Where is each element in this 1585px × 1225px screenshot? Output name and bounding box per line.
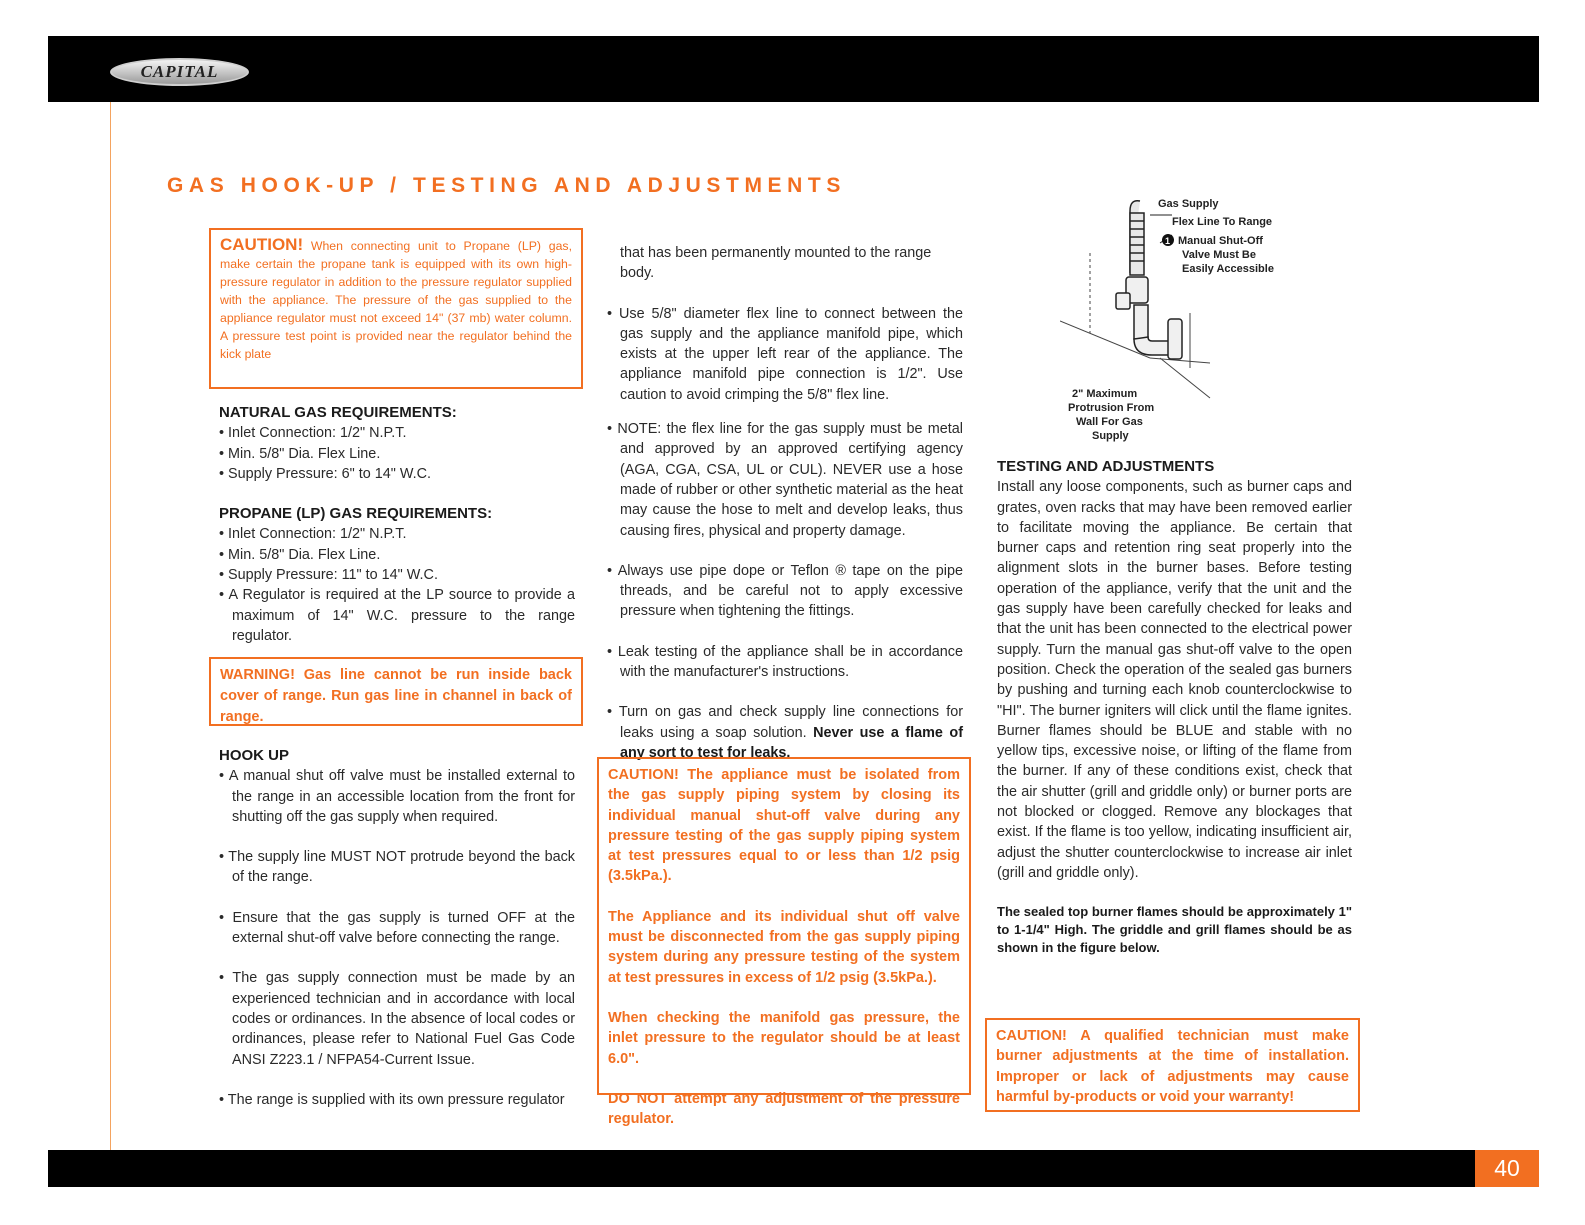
propane-gas-heading: PROPANE (LP) GAS REQUIREMENTS: (219, 505, 493, 523)
page-title: GAS HOOK-UP / TESTING AND ADJUSTMENTS (167, 174, 846, 197)
caution-paragraph: DO NOT attempt any adjustment of the pressure regulator. (608, 1090, 960, 1128)
valve-label-line3: Easily Accessible (1182, 263, 1274, 275)
hookup-heading: HOOK UP (219, 747, 290, 764)
warning-box (209, 657, 583, 726)
leak-test-text: • Turn on gas and check supply line connections for leaks using a soap solution. (607, 704, 963, 741)
list-item: • Min. 5/8" Dia. Flex Line. (219, 546, 381, 563)
leak-test-warning: Never use a flame of any sort to test for leaks. (620, 724, 963, 761)
protrusion-label-line2: Protrusion From (1068, 402, 1155, 414)
flex-line-icon (1130, 201, 1144, 275)
requirements-section (219, 403, 575, 646)
testing-heading: TESTING AND ADJUSTMENTS (997, 458, 1215, 475)
protrusion-label-line3: Wall For Gas (1076, 416, 1143, 428)
list-item: • Min. 5/8" Dia. Flex Line. (219, 445, 381, 462)
protrusion-label-line4: Supply (1092, 430, 1129, 442)
caution-paragraph: When checking the manifold gas pressure, the inlet pressure to the regulator should be at least 6.0". (608, 1009, 960, 1067)
list-item: • Always use pipe dope or Teflon ® tape on the pipe threads, and be careful not to apply excessive pressure when tightening the fittings. (607, 562, 963, 620)
list-item: • Leak testing of the appliance shall be in accordance with the manufacturer's instructions. (607, 643, 963, 681)
list-item: • Use 5/8" diameter flex line to connect between the gas supply and the appliance manifold pipe, which exists at the upper left rear of the appliance. The appliance manifold pipe connection is 1/2". Use caution to avoid crimping the 5/8" flex line. (607, 305, 963, 403)
list-item: • The gas supply connection must be made by an experienced technician and in accordance with local codes or ordinances. In the absence of local codes or ordinances, please refer to National Fuel Gas Code ANSI Z223.1 / NFPA54-Current Issue. (219, 970, 575, 1068)
caution-paragraph: The Appliance and its individual shut off valve must be disconnected from the gas supply piping system during any pressure testing of the system at test pressures in excess of 1/2 psig (3.5kPa.). (608, 908, 960, 986)
margin-rule (110, 102, 111, 1150)
continuation-text: that has been permanently mounted to the range body. (620, 245, 932, 282)
list-item: • Inlet Connection: 1/2" N.P.T. (219, 425, 407, 442)
list-item: • Supply Pressure: 11" to 14" W.C. (219, 567, 438, 584)
list-item: • The supply line MUST NOT protrude beyond the back of the range. (219, 849, 575, 886)
footer-bar (48, 1150, 1539, 1187)
list-item: • Supply Pressure: 6" to 14" W.C. (219, 465, 432, 482)
gas-supply-diagram (1060, 193, 1310, 451)
gas-supply-label: Gas Supply (1158, 198, 1219, 210)
list-item: • Inlet Connection: 1/2" N.P.T. (219, 526, 407, 543)
header-bar (48, 36, 1539, 102)
testing-body: Install any loose components, such as burner caps and grates, oven racks that may have been removed earlier to facilitate moving the appliance. Be certain that burner caps and retention ring seat properly into the alignment slots in the burner bases. Before testing operation of the appliance, verify that the unit and the gas supply have been carefully checked for leaks and that the unit has been connected to the electrical power supply. Turn the manual gas shut-off valve to the open position. Check the operation of the sealed gas burners by pushing and turning each knob counterclockwise to "HI". The burner igniters will click until the flame ignites. Burner flames should be BLUE and stable with no yellow tips, excessive noise, or lifting of the flame from the burner. If any of these conditions exist, check that the air shutter (grill and griddle only) or burner ports are not blocked or clogged. Remove any blockages that exist. If the flame is too yellow, indicating insufficient air, adjust the shutter counterclockwise to increase air inlet (grill and griddle only). (997, 479, 1352, 881)
caution-qualified-box (985, 1018, 1360, 1112)
list-item: • NOTE: the flex line for the gas supply must be metal and approved by an approved certifying agency (AGA, CGA, CSA, UL or CUL). NEVER use a hose made of rubber or other synthetic material as the heat may cause the hose to melt and develop leaks, thus causing fires, physical and property damage. (607, 421, 963, 539)
caution-paragraph: CAUTION! The appliance must be isolated from the gas supply piping system by closing its individual manual shut-off valve during any pressure testing of the gas supply piping system at test pressures equal to or less than 1/2 psig (3.5kPa.). (608, 767, 960, 885)
protrusion-label-line1: 2" Maximum (1072, 388, 1138, 400)
capital-logo (110, 58, 249, 86)
caution-lead: CAUTION! (220, 235, 304, 254)
valve-label-line1: Manual Shut-Off (1178, 235, 1263, 247)
list-item (607, 702, 963, 763)
hookup-section (219, 746, 575, 1110)
page-number: 40 (1475, 1150, 1539, 1187)
marker-number: 1 (1165, 236, 1171, 246)
list-item: • A Regulator is required at the LP source to provide a maximum of 14" W.C. pressure to the range regulator. (219, 587, 575, 644)
brand-name: CAPITAL (140, 62, 219, 81)
flames-note: The sealed top burner flames should be approximately 1" to 1-1/4" High. The griddle and grill flames should be as shown in the figure below. (997, 904, 1352, 956)
list-item: • Ensure that the gas supply is turned OFF at the external shut-off valve before connecting the range. (219, 909, 575, 947)
warning-text: WARNING! Gas line cannot be run inside back cover of range. Run gas line in channel in back of range. (220, 667, 572, 725)
list-item: • A manual shut off valve must be installed external to the range in an accessible location from the front for shutting off the gas supply when required. (219, 768, 575, 825)
caution-lp-box (209, 228, 583, 389)
middle-section (607, 243, 963, 763)
caution-lp-text: When connecting unit to Propane (LP) gas, make certain the propane tank is equipped with its own high-pressure regulator in addition to the pressure regulator supplied with the appliance. The pressure of the gas supplied to the appliance regulator must not exceed 14" (37 mb) water column. A pressure test point is provided near the regulator behind the kick plate (220, 239, 572, 361)
testing-section (997, 457, 1352, 957)
caution-isolation-box (597, 757, 971, 1128)
natural-gas-heading: NATURAL GAS REQUIREMENTS: (219, 404, 457, 421)
list-item: • The range is supplied with its own pressure regulator (219, 1091, 565, 1108)
valve-icon (1116, 277, 1182, 359)
flex-line-label: Flex Line To Range (1172, 216, 1273, 228)
caution-qualified-text: CAUTION! A qualified technician must make burner adjustments at the time of installation. Improper or lack of adjustments may cause harmful by-products or void your warranty! (996, 1028, 1349, 1105)
valve-label-line2: Valve Must Be (1182, 249, 1256, 261)
